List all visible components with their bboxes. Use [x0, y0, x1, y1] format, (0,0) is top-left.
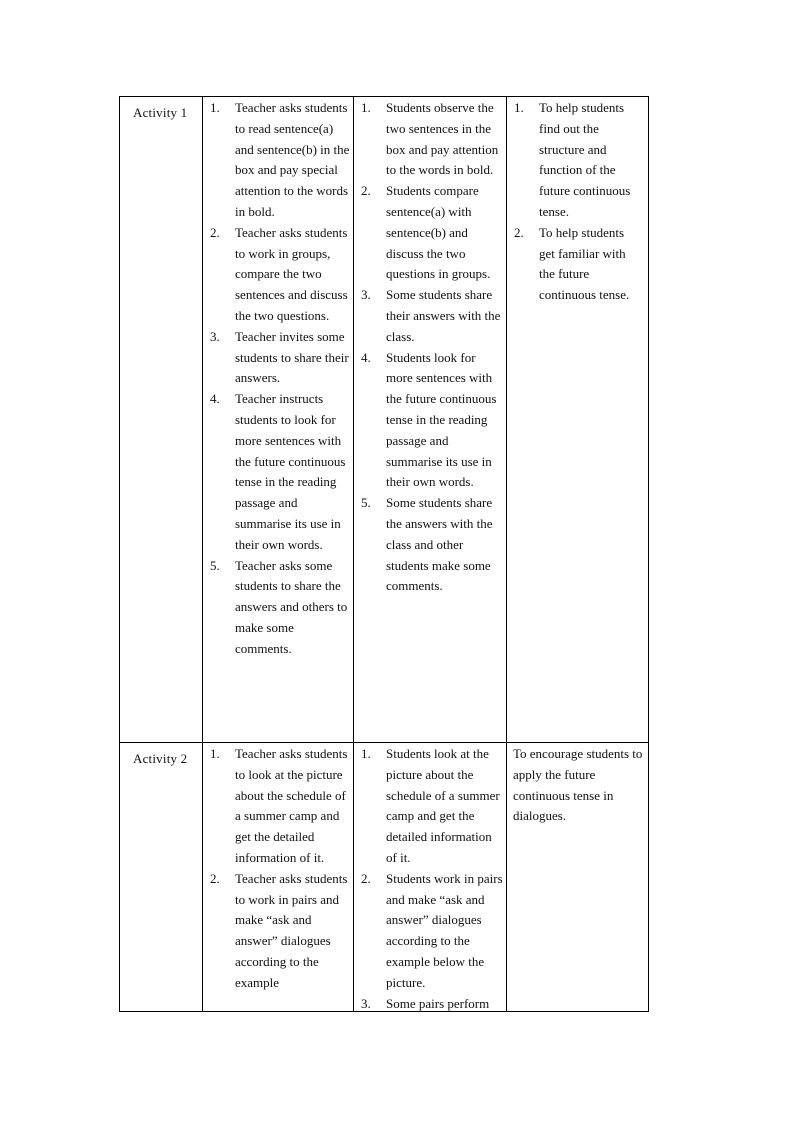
- list-item: 2. Teacher asks students to work in groups, compare the two sentences and discuss the two questions.: [210, 224, 348, 323]
- list-item: 5. Some students share the answers with the class and other students make some comments.: [361, 495, 493, 594]
- list-item: 4. Teacher instructs students to look for more sentences with the future continuous tense in the reading passage and summarise its use in their own words.: [210, 391, 346, 552]
- list-item: 3. Some students share their answers with the class.: [361, 287, 501, 344]
- activity-1-students-cell: [355, 98, 505, 597]
- activity-2-label: Activity 2: [133, 751, 188, 766]
- lesson-plan-table: [119, 96, 649, 1012]
- column-divider: [353, 97, 354, 1011]
- column-divider: [506, 97, 507, 1011]
- activity-1-label: Activity 1: [133, 105, 188, 120]
- list-item: 1. To help students find out the structure and function of the future continuous tense.: [514, 100, 631, 219]
- activity-2-purpose-cell: [513, 744, 645, 827]
- list-item: 1. Students observe the two sentences in the box and pay attention to the words in bold.: [361, 100, 499, 178]
- list-item: 2. To help students get familiar with the future continuous tense.: [514, 224, 630, 303]
- list-item: 1. Teacher asks students to look at the picture about the schedule of a summer camp and get the detailed information of it.: [210, 746, 348, 865]
- list-item: 1. Teacher asks students to read sentence(a) and sentence(b) in the box and pay special attention to the words in bold.: [210, 100, 350, 219]
- row-divider: [120, 742, 648, 743]
- list-item: 2. Students compare sentence(a) with sentence(b) and discuss the two questions in groups.: [361, 183, 491, 282]
- activity-1-purpose-cell: [508, 98, 640, 306]
- list-item: 3. Teacher invites some students to share their answers.: [210, 328, 349, 386]
- list-item: 1. Students look at the picture about the schedule of a summer camp and get the detailed information of it.: [361, 746, 500, 865]
- list-item: 3. Some pairs perform: [361, 995, 490, 1011]
- purpose-text: To encourage students to apply the future continuous tense in dialogues.: [513, 746, 643, 824]
- activity-2-students-cell: [355, 744, 505, 1014]
- list-item: 2. Teacher asks students to work in pairs and make “ask and answer” dialogues according to the example: [210, 870, 348, 990]
- list-item: 5. Teacher asks some students to share the answers and others to make some comments.: [210, 557, 348, 656]
- list-item: 4. Students look for more sentences with the future continuous tense in the reading passage and summarise its use in their own words.: [361, 349, 497, 490]
- activity-1-teacher-cell: [204, 98, 353, 660]
- list-item: 2. Students work in pairs and make “ask and answer” dialogues according to the example below the picture.: [361, 870, 503, 990]
- activity-2-teacher-cell: [204, 744, 353, 994]
- column-divider: [202, 97, 203, 1011]
